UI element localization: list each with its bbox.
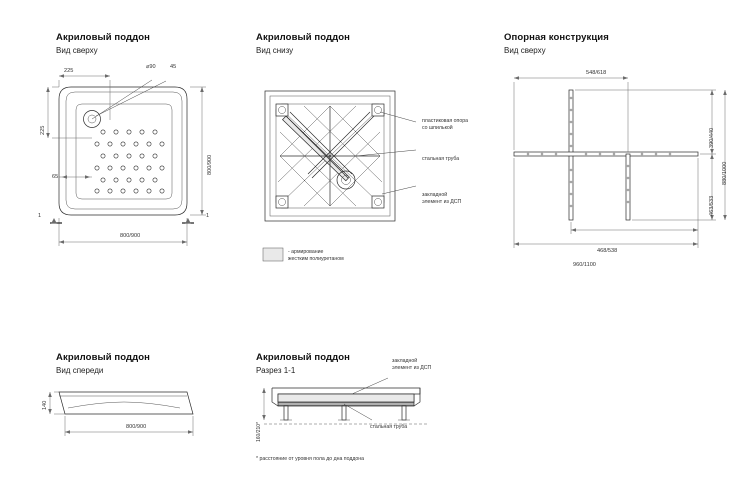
dim-offset-left: 225 <box>40 125 46 135</box>
view-tray-bottom-subtitle: Вид снизу <box>256 46 294 55</box>
view-tray-top-title: Акриловый поддон <box>56 32 151 43</box>
dim-frame-right-mid: 880/1000 <box>722 161 728 185</box>
dim-frame-right-lower: 463/533 <box>709 195 715 216</box>
view-support-frame-title: Опорная конструкция <box>504 32 609 43</box>
dim-frame-top: 548/618 <box>586 70 607 76</box>
view-tray-front-title: Акриловый поддон <box>56 352 151 363</box>
legend-reinforcement-label <box>288 249 344 263</box>
tray-bottom-drawing <box>256 82 426 242</box>
view-tray-front-subtitle: Вид спереди <box>56 366 104 375</box>
view-tray-top-subtitle: Вид сверху <box>56 46 98 55</box>
dim-section-height: 160/210* <box>256 421 262 442</box>
section-callout-dsp-l2: элемент из ДСП <box>392 365 432 372</box>
dim-front-height: 140 <box>42 400 48 410</box>
callout-plastic-support-l1: пластиковая опора <box>422 118 468 124</box>
view-tray-top <box>56 32 256 55</box>
dim-edge: 65 <box>52 174 59 180</box>
section-mark-left: 1 <box>38 213 42 219</box>
callout-dsp-insert-l2: элемент из ДСП <box>422 199 462 206</box>
view-tray-section-subtitle: Разрез 1-1 <box>256 366 296 375</box>
dim-front-width: 800/900 <box>126 424 147 430</box>
legend-line2: жестким полиуретаном <box>288 256 344 263</box>
view-support-frame <box>504 32 704 55</box>
dim-frame-bottom-inner: 468/538 <box>597 248 618 254</box>
section-callout-dsp <box>392 358 431 372</box>
callout-steel-tube: стальная труба <box>422 156 460 162</box>
view-tray-bottom <box>256 32 456 55</box>
legend-line1: - армирование <box>288 249 324 255</box>
section-callout-tube: стальная труба <box>370 424 408 430</box>
view-tray-front <box>56 352 256 375</box>
tray-section-drawing <box>252 372 452 462</box>
tray-front-drawing <box>40 382 260 462</box>
view-tray-section-title: Акриловый поддон <box>256 352 351 363</box>
sheet-footnote: * расстояние от уровня пола до дна поддона <box>256 456 365 462</box>
view-tray-bottom-title: Акриловый поддон <box>256 32 351 43</box>
dim-drain-dia: ⌀90 <box>146 64 156 70</box>
section-callout-dsp-l1: закладной <box>392 358 418 364</box>
dim-drain-small: 45 <box>170 64 177 70</box>
legend-reinforcement <box>262 247 284 262</box>
tray-top-drawing <box>40 60 270 275</box>
dim-frame-right-upper: 390/440 <box>709 127 715 148</box>
callout-plastic-support <box>422 118 468 132</box>
view-support-frame-subtitle: Вид сверху <box>504 46 546 55</box>
section-mark-right: 1 <box>206 213 210 219</box>
callout-dsp-insert <box>422 192 461 206</box>
dim-offset-top: 225 <box>64 68 74 74</box>
dim-tray-top-width: 800/900 <box>120 233 141 239</box>
dim-tray-top-height: 800/900 <box>207 154 213 175</box>
dim-frame-bottom-total: 960/1100 <box>573 262 596 268</box>
callout-plastic-support-l2: со шпилькой <box>422 125 453 132</box>
callout-dsp-insert-l1: закладной <box>422 192 448 198</box>
support-frame-drawing <box>500 62 730 262</box>
